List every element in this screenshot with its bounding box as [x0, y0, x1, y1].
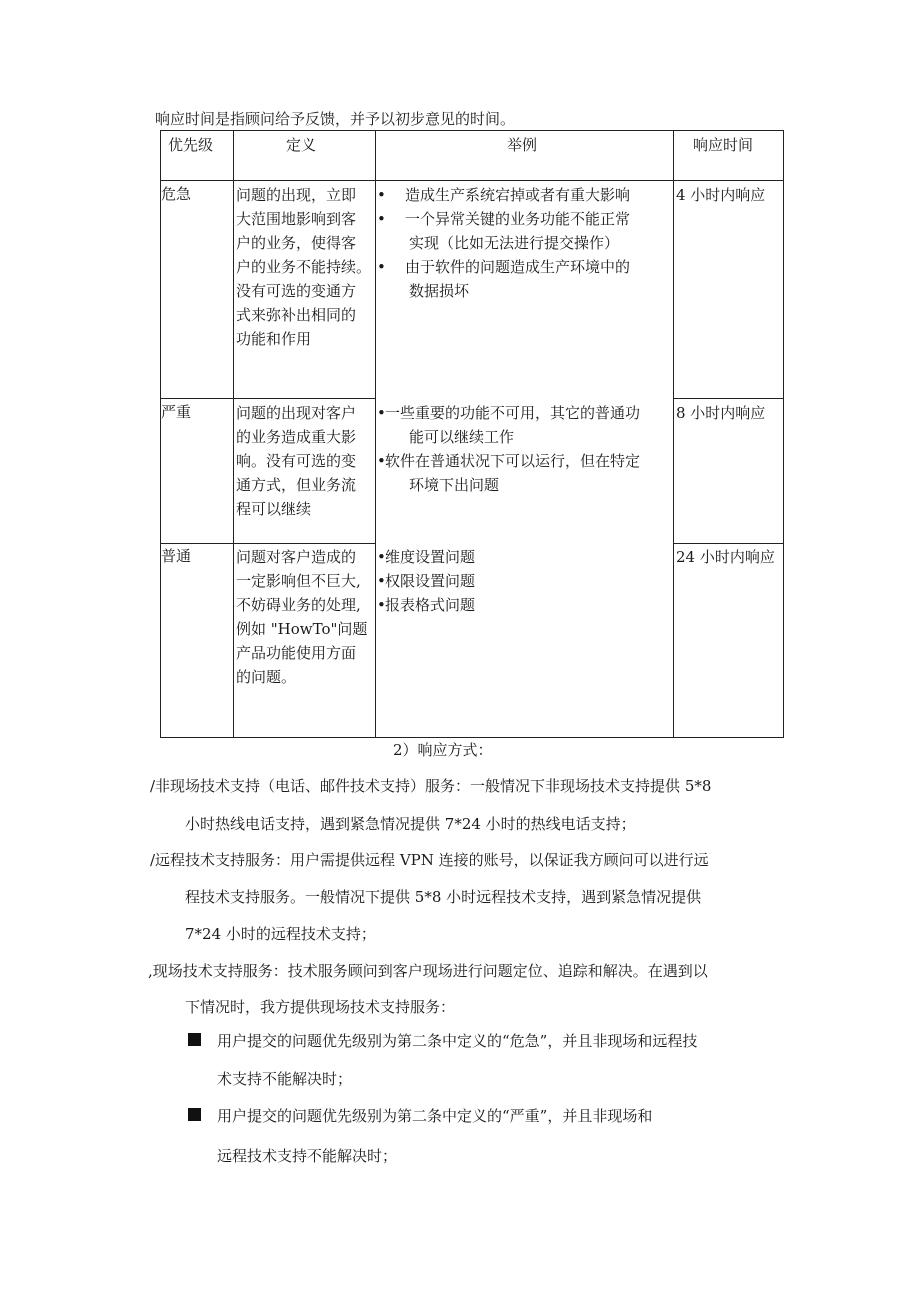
- square-bullet-icon: [188, 1108, 201, 1121]
- square-item-line: 术支持不能解决时；: [217, 1070, 353, 1088]
- list-item: • 维度设置问题: [377, 548, 476, 566]
- list-item: • 一些重要的功能不可用，其它的普通功: [377, 404, 641, 422]
- header-response-time: 响应时间: [693, 136, 754, 154]
- square-bullet-icon: [188, 1033, 201, 1046]
- intro-text: 响应时间是指顾问给予反馈，并予以初步意见的时间。: [155, 110, 516, 128]
- list-item: • 报表格式问题: [377, 596, 476, 614]
- table-border: [160, 130, 784, 131]
- table-border: [783, 130, 784, 738]
- square-item-line: 用户提交的问题优先级别为第二条中定义的“危急”，并且非现场和远程技: [217, 1032, 698, 1050]
- item-offsite-lead: /非现场技术支持（电话、邮件技术支持）服务：一般情况下非现场技术支持提供 5*8: [150, 777, 712, 795]
- row-3-definition: 问题对客户造成的 一定影响但不巨大, 不妨碍业务的处理, 例如 "HowTo"问题 产品功能使用方面 的问题。: [236, 548, 368, 686]
- row-1-examples: • 造成生产系统宕掉或者有重大影响 • 一个异常关键的业务功能不能正常 实现（比如无法进行提交操作） • 由于软件的问题造成生产环境中的 数据损坏: [377, 183, 630, 303]
- row-2-examples: • 一些重要的功能不可用，其它的普通功 能可以继续工作 • 软件在普通状况下可以运行，但在特定 环境下出问题: [377, 401, 640, 497]
- item-offsite-line: 小时热线电话支持，遇到紧急情况提供 7*24 小时的热线电话支持；: [185, 815, 636, 833]
- item-remote-line: 程技术支持服务。一般情况下提供 5*8 小时远程技术支持，遇到紧急情况提供: [185, 888, 702, 906]
- row-1-definition: 问题的出现，立即 大范围地影响到客 户的业务，使得客 户的业务不能持续。 没有可选的变通方 式来弥补出相同的 功能和作用: [236, 186, 372, 348]
- table-border: [673, 398, 784, 399]
- table-border: [673, 130, 674, 738]
- table-border: [233, 130, 234, 738]
- row-2-definition: 问题的出现对客户 的业务造成重大影 响。没有可选的变 通方式，但业务流 程可以继续: [236, 404, 357, 518]
- row-3-priority: 普通: [161, 547, 192, 565]
- list-item: • 软件在普通状况下可以运行，但在特定: [377, 452, 641, 470]
- header-definition: 定义: [286, 136, 317, 154]
- list-item: • 造成生产系统宕掉或者有重大影响: [377, 186, 631, 204]
- table-border: [160, 543, 375, 544]
- table-border: [160, 130, 161, 738]
- table-border: [160, 737, 784, 738]
- header-priority: 优先级: [168, 136, 214, 154]
- table-border: [160, 180, 784, 181]
- item-onsite-line: 下情况时，我方提供现场技术支持服务：: [185, 998, 456, 1016]
- table-border: [160, 398, 375, 399]
- row-3-response: 24 小时内响应: [676, 548, 775, 566]
- section-heading: 2）响应方式：: [393, 741, 493, 759]
- row-1-priority: 危急: [161, 185, 192, 203]
- item-remote-line: 7*24 小时的远程技术支持；: [185, 925, 376, 943]
- row-2-response: 8 小时内响应: [676, 404, 766, 422]
- square-item-line: 远程技术支持不能解决时；: [217, 1147, 398, 1165]
- table-border: [375, 130, 376, 738]
- item-onsite-lead: ,现场技术支持服务：技术服务顾问到客户现场进行问题定位、追踪和解决。在遇到以: [148, 962, 708, 980]
- header-example: 举例: [507, 136, 538, 154]
- square-item-line: 用户提交的问题优先级别为第二条中定义的“严重”，并且非现场和: [217, 1107, 653, 1125]
- table-border: [673, 543, 784, 544]
- row-1-response: 4 小时内响应: [676, 186, 766, 204]
- list-item: • 一个异常关键的业务功能不能正常: [377, 210, 631, 228]
- list-item: • 由于软件的问题造成生产环境中的: [377, 258, 631, 276]
- row-3-examples: [377, 545, 475, 617]
- item-remote-lead: /远程技术支持服务：用户需提供远程 VPN 连接的账号，以保证我方顾问可以进行远: [150, 851, 709, 869]
- list-item: • 权限设置问题: [377, 572, 476, 590]
- row-2-priority: 严重: [161, 403, 192, 421]
